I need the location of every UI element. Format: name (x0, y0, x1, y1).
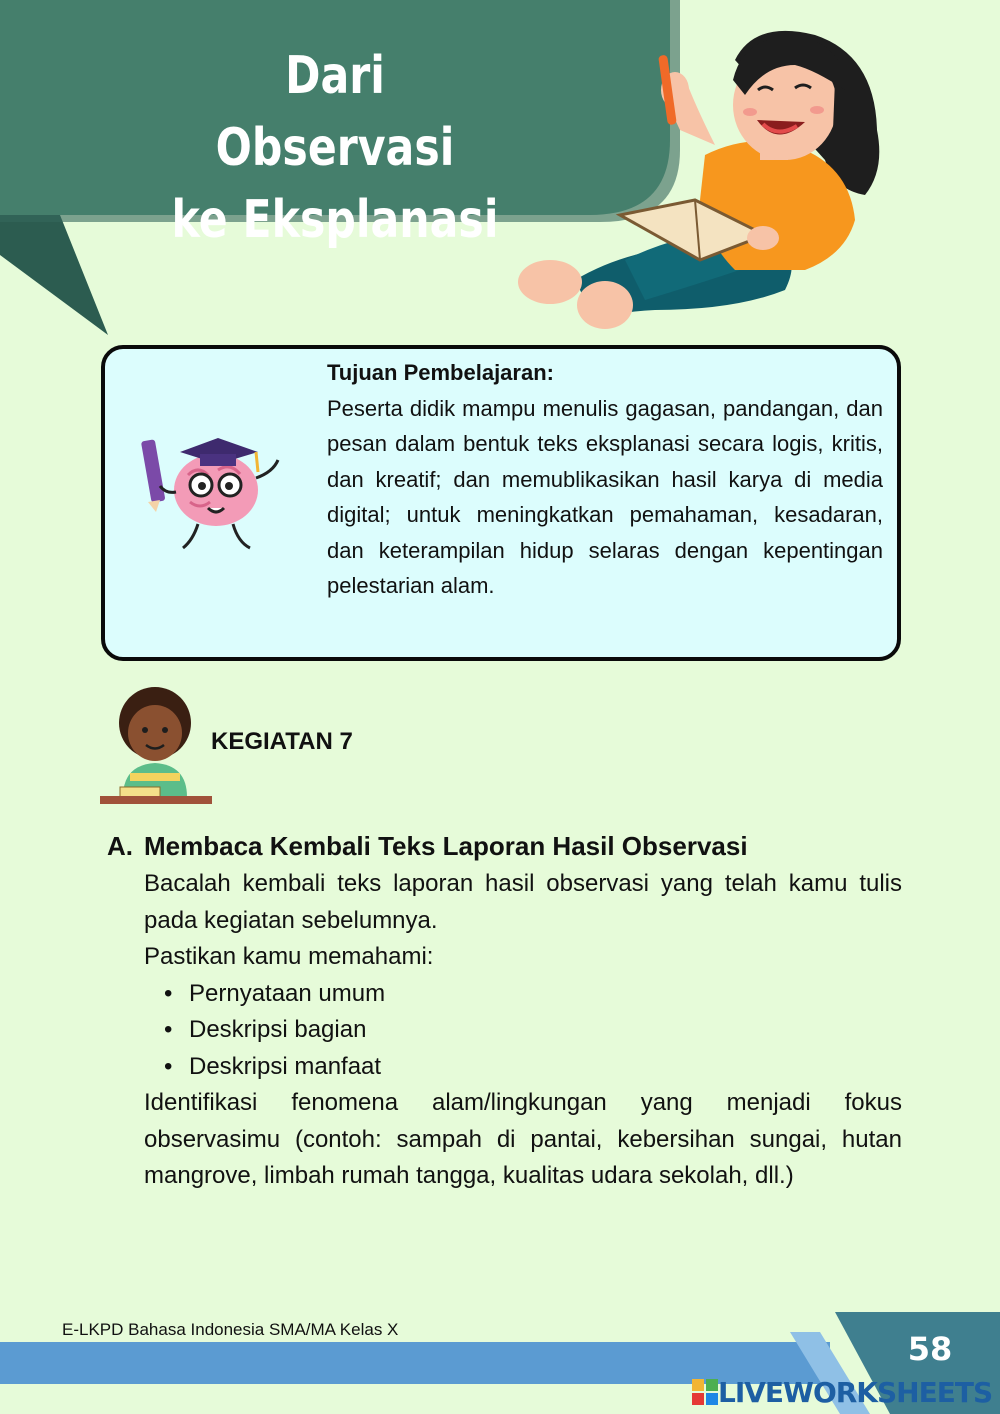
title-line-1: Dari Observasi (215, 46, 455, 178)
learning-goal-body: Peserta didik mampu menulis gagasan, pandangan, dan pesan dalam bentuk teks eksplanasi secara logis, kritis, dan kreatif; dan memublikasikan hasil karya di media digital; untuk meningkatkan pemahaman, kesadaran, dan keterampilan hidup selaras dengan kepentingan pelestarian alam. (327, 395, 883, 598)
page-number: 58 (907, 1330, 953, 1368)
brain-mascot-icon (138, 430, 293, 555)
learning-goal-heading: Tujuan Pembelajaran: (327, 360, 554, 385)
page-title (159, 40, 512, 256)
list-item: • Deskripsi bagian (164, 1012, 902, 1049)
section-a-title (107, 828, 902, 864)
girl-reading-illustration (505, 20, 895, 340)
section-a-letter: A. (107, 831, 133, 861)
activity-label: KEGIATAN 7 (211, 728, 353, 755)
book-title-footer: E-LKPD Bahasa Indonesia SMA/MA Kelas X (62, 1320, 399, 1339)
section-a-paragraph-3: Identifikasi fenomena alam/lingkungan yang menjadi fokus observasimu (contoh: sampah di pantai, kebersihan sungai, hutan mangrove, limbah rumah tangga, kualitas udara sekolah, dll.) (144, 1089, 902, 1189)
list-item: • Deskripsi manfaat (164, 1049, 902, 1086)
list-item: • Pernyataan umum (164, 976, 902, 1013)
section-a-paragraph-1: Bacalah kembali teks laporan hasil observasi yang telah kamu tulis pada kegiatan sebelumnya. (144, 870, 902, 934)
section-a-paragraph-2: Pastikan kamu memahami: (144, 943, 434, 970)
liveworksheets-logo-icon (692, 1379, 718, 1405)
section-a-body (144, 866, 902, 1195)
learning-goal-text (327, 355, 883, 604)
section-a-heading: Membaca Kembali Teks Laporan Hasil Observasi (144, 831, 748, 861)
watermark-text: LIVEWORKSHEETS (718, 1375, 993, 1409)
title-line-2: ke Eksplanasi (171, 190, 499, 250)
banner-tail (0, 215, 108, 335)
section-a-bullet-list (144, 976, 902, 1086)
boy-studying-illustration (98, 685, 213, 805)
section-a (107, 828, 902, 1195)
liveworksheets-watermark[interactable] (692, 1374, 992, 1410)
